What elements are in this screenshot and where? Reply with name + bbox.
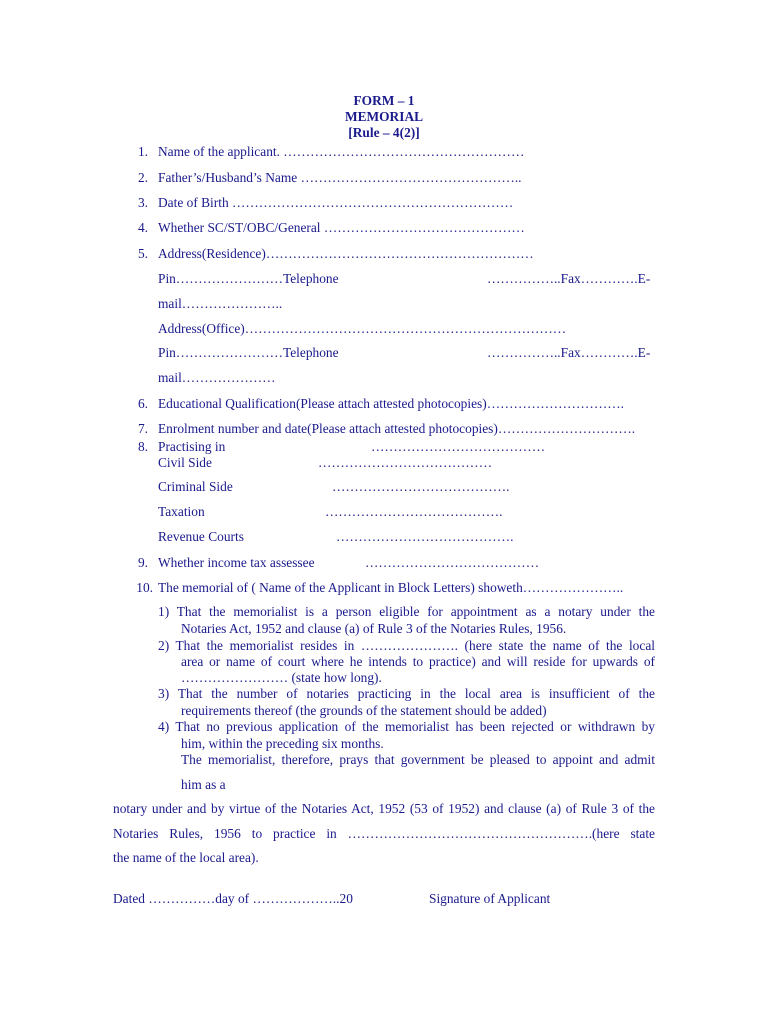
item-number: 8. (137, 439, 148, 454)
field-address-residence: Address(Residence)…………………………………………………… (158, 246, 534, 261)
form-title: MEMORIAL (344, 109, 424, 124)
label-criminal-side: Criminal Side (158, 479, 233, 494)
signature-of-applicant: Signature of Applicant (429, 891, 551, 906)
prayer-line-1: The memorialist, therefore, prays that government be pleased to appoint and admit (181, 752, 655, 767)
field-taxation: …………………………………. (325, 504, 503, 519)
field-revenue-courts: …………………………………. (336, 529, 514, 544)
label-civil-side: Civil Side (158, 455, 212, 470)
clause-3-line-2: requirements thereof (the grounds of the statement should be added) (181, 703, 547, 718)
field-father-husband-name: Father’s/Husband’s Name ………………………………………….. (158, 170, 522, 185)
field-memorial-of: The memorial of ( Name of the Applicant in Block Letters) showeth………………….. (158, 580, 624, 595)
field-income-tax-dots: ………………………………… (365, 555, 540, 570)
item-number: 2. (137, 170, 148, 185)
field-dated: Dated ……………day of ………………..20 (113, 891, 353, 906)
field-category: Whether SC/ST/OBC/General ……………………………………… (158, 220, 525, 235)
field-practising-in-dots: ………………………………… (371, 439, 546, 454)
label-taxation: Taxation (158, 504, 205, 519)
field-civil-side: ………………………………… (318, 455, 493, 470)
field-educational-qualification: Educational Qualification(Please attach attested photocopies)…………………………. (158, 396, 624, 411)
clause-2-line-2: area or name of court where he intends to practice) and will reside for upwards of (181, 654, 655, 669)
clause-2-line-1: 2) That the memorialist resides in …………………. (here state the name of the local (158, 638, 655, 653)
prayer-line-5: the name of the local area). (113, 850, 259, 865)
clause-3-line-1: 3) That the number of notaries practicing in the local area is insufficient of the (158, 686, 655, 701)
field-income-tax-assessee: Whether income tax assessee (158, 555, 315, 570)
field-pin-telephone-office: Pin……………………Telephone (158, 345, 339, 360)
field-email-office: mail………………… (158, 370, 276, 385)
label-revenue-courts: Revenue Courts (158, 529, 244, 544)
form-number: FORM – 1 (353, 93, 415, 108)
field-email-residence: mail………………….. (158, 296, 283, 311)
item-number: 7. (137, 421, 148, 436)
field-practising-in: Practising in (158, 439, 226, 454)
field-enrolment: Enrolment number and date(Please attach attested photocopies)…………………………. (158, 421, 636, 436)
prayer-line-2: him as a (181, 777, 226, 792)
clause-1-line-2: Notaries Act, 1952 and clause (a) of Rule 3 of the Notaries Rules, 1956. (181, 621, 567, 636)
field-criminal-side: …………………………………. (332, 479, 510, 494)
item-number: 3. (137, 195, 148, 210)
prayer-line-4: Notaries Rules, 1956 to practice in ……………………………………………….(here state (113, 826, 655, 841)
clause-1-line-1: 1) That the memorialist is a person eligible for appointment as a notary under the (158, 604, 655, 619)
field-fax-office: ……………..Fax………….E- (487, 345, 651, 360)
field-fax-residence: ……………..Fax………….E- (487, 271, 651, 286)
item-number: 1. (137, 144, 148, 159)
field-pin-telephone-residence: Pin……………………Telephone (158, 271, 339, 286)
item-number: 4. (137, 220, 148, 235)
field-applicant-name: Name of the applicant. ……………………………………………… (158, 144, 525, 159)
clause-4-line-1: 4) That no previous application of the memorialist has been rejected or withdrawn by (158, 719, 655, 734)
field-address-office: Address(Office)……………………………………………………………… (158, 321, 567, 336)
item-number: 10. (136, 580, 153, 595)
item-number: 9. (137, 555, 148, 570)
field-date-of-birth: Date of Birth ……………………………………………………… (158, 195, 514, 210)
clause-4-line-2: him, within the preceding six months. (181, 736, 384, 751)
prayer-line-3: notary under and by virtue of the Notaries Act, 1952 (53 of 1952) and clause (a) of Rule 3 of the (113, 801, 655, 816)
item-number: 5. (137, 246, 148, 261)
clause-2-line-3: …………………… (state how long). (181, 670, 382, 685)
item-number: 6. (137, 396, 148, 411)
form-rule: [Rule – 4(2)] (348, 125, 420, 140)
